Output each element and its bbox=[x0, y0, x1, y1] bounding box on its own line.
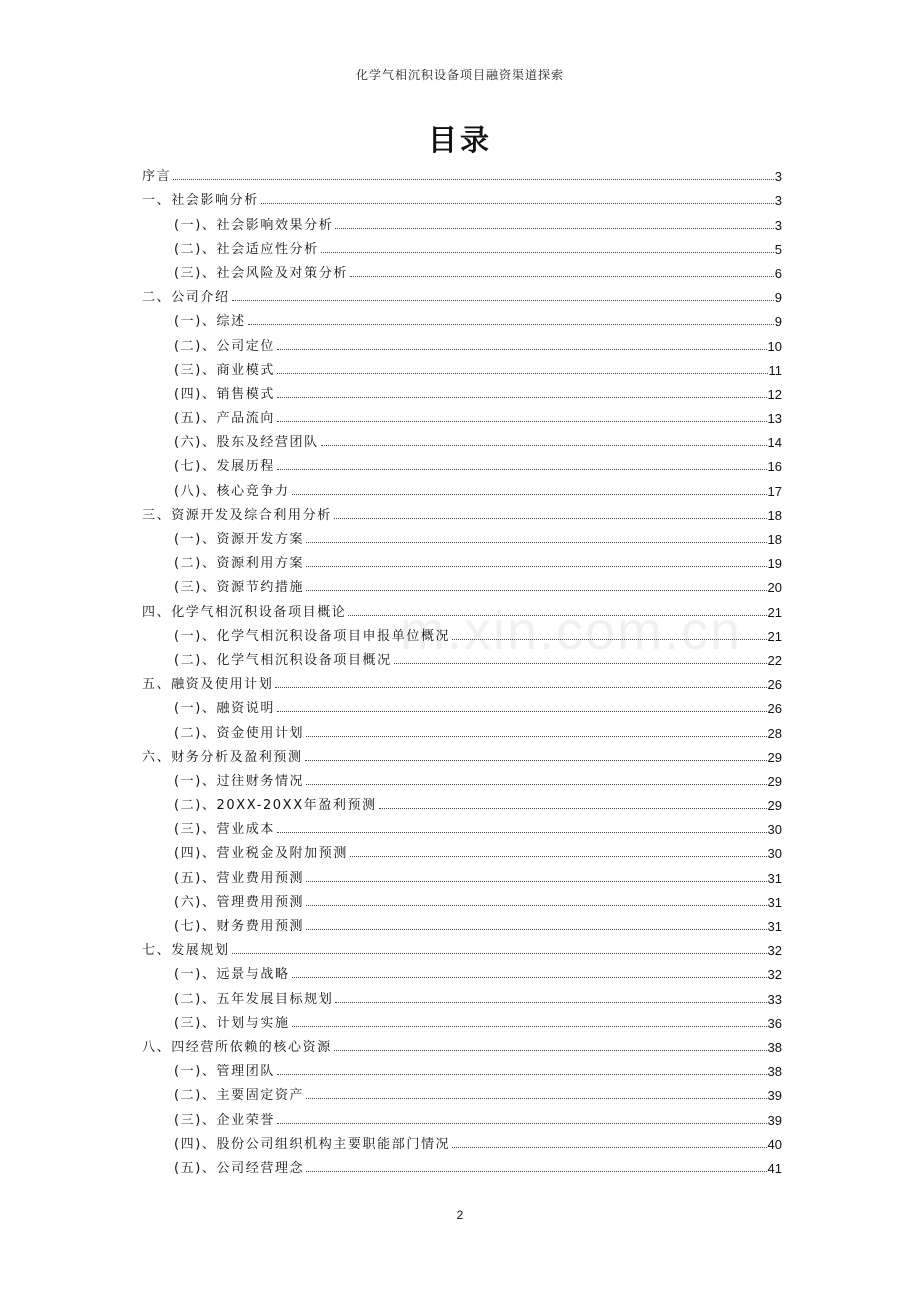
toc-entry[interactable] bbox=[142, 281, 782, 305]
toc-entry-page: 32 bbox=[767, 967, 782, 983]
toc-dot-leader bbox=[306, 541, 766, 543]
toc-entry-title: (五)、营业费用预测 bbox=[174, 870, 305, 886]
toc-entry-page: 31 bbox=[767, 870, 782, 886]
toc-entry-page: 38 bbox=[767, 1039, 782, 1055]
toc-dot-leader bbox=[394, 662, 767, 664]
toc-entry-title: (二)、20XX-20XX年盈利预测 bbox=[174, 798, 377, 814]
toc-dot-leader bbox=[335, 227, 773, 229]
toc-entry-title: (二)、社会适应性分析 bbox=[174, 241, 319, 257]
toc-entry[interactable] bbox=[142, 523, 782, 547]
toc-entry-title: 四、化学气相沉积设备项目概论 bbox=[142, 604, 347, 620]
toc-entry-page: 3 bbox=[774, 217, 782, 233]
toc-dot-leader bbox=[334, 1049, 767, 1051]
toc-entry-page: 20 bbox=[767, 580, 782, 596]
toc-dot-leader bbox=[306, 880, 766, 882]
toc-entry-title: (二)、主要固定资产 bbox=[174, 1088, 305, 1104]
toc-entry-page: 33 bbox=[767, 991, 782, 1007]
toc-entry-title: (七)、财务费用预测 bbox=[174, 919, 305, 934]
toc-dot-leader bbox=[348, 614, 766, 616]
toc-entry-page: 31 bbox=[767, 894, 782, 910]
toc-dot-leader bbox=[292, 976, 767, 978]
toc-entry-page: 32 bbox=[767, 943, 782, 959]
toc-entry-page: 3 bbox=[774, 193, 782, 209]
toc-entry-page: 30 bbox=[767, 822, 782, 838]
toc-entry-title: (一)、资源开发方案 bbox=[174, 532, 305, 547]
toc-entry-page: 28 bbox=[767, 725, 782, 741]
toc-entry-title: 三、资源开发及综合利用分析 bbox=[142, 507, 332, 523]
toc-entry[interactable] bbox=[142, 886, 782, 910]
toc-dot-leader bbox=[305, 759, 767, 761]
toc-dot-leader bbox=[350, 855, 767, 857]
toc-dot-leader bbox=[292, 1025, 767, 1027]
toc-entry-page: 3 bbox=[774, 169, 782, 185]
toc-entry[interactable] bbox=[142, 426, 782, 450]
toc-entry[interactable] bbox=[142, 1055, 782, 1079]
toc-dot-leader bbox=[292, 493, 767, 495]
toc-entry-title: (四)、股份公司组织机构主要职能部门情况 bbox=[174, 1136, 451, 1152]
toc-dot-leader bbox=[306, 565, 766, 567]
toc-dot-leader bbox=[334, 517, 767, 519]
toc-entry[interactable] bbox=[142, 1103, 782, 1127]
toc-entry[interactable] bbox=[142, 595, 782, 619]
toc-entry[interactable] bbox=[142, 571, 782, 595]
toc-entry-page: 10 bbox=[767, 338, 782, 354]
toc-dot-leader bbox=[350, 275, 774, 277]
toc-dot-leader bbox=[248, 323, 774, 325]
toc-entry-title: (一)、化学气相沉积设备项目申报单位概况 bbox=[174, 628, 451, 644]
toc-entry-title: (五)、公司经营理念 bbox=[174, 1160, 305, 1176]
toc-entry-title: (二)、五年发展目标规划 bbox=[174, 991, 334, 1007]
toc-dot-leader bbox=[277, 396, 767, 398]
toc-entry-title: (二)、公司定位 bbox=[174, 338, 275, 354]
toc-entry[interactable] bbox=[142, 958, 782, 982]
toc-entry-page: 17 bbox=[767, 483, 782, 499]
toc-entry-title: (二)、化学气相沉积设备项目概况 bbox=[174, 652, 392, 668]
toc-entry-title: 五、融资及使用计划 bbox=[142, 677, 274, 693]
toc-dot-leader bbox=[379, 807, 767, 809]
toc-entry[interactable] bbox=[142, 499, 782, 523]
toc-dot-leader bbox=[277, 1073, 767, 1075]
toc-entry-page: 12 bbox=[767, 386, 782, 402]
toc-entry[interactable] bbox=[142, 1031, 782, 1055]
toc-entry[interactable] bbox=[142, 208, 782, 232]
toc-entry[interactable] bbox=[142, 233, 782, 257]
toc-entry[interactable] bbox=[142, 257, 782, 281]
toc-entry-page: 22 bbox=[767, 652, 782, 668]
toc-entry-title: (二)、资金使用计划 bbox=[174, 725, 305, 741]
toc-entry-title: (三)、计划与实施 bbox=[174, 1015, 290, 1031]
toc-entry-title: (一)、融资说明 bbox=[174, 701, 275, 717]
toc-entry[interactable] bbox=[142, 620, 782, 644]
toc-dot-leader bbox=[306, 904, 766, 906]
toc-entry[interactable] bbox=[142, 1128, 782, 1152]
toc-entry[interactable] bbox=[142, 354, 782, 378]
toc-entry[interactable] bbox=[142, 474, 782, 498]
toc-entry-title: (三)、企业荣誉 bbox=[174, 1112, 275, 1128]
toc-entry-title: (二)、资源利用方案 bbox=[174, 556, 305, 572]
toc-entry-page: 31 bbox=[767, 919, 782, 934]
toc-entry-title: 二、公司介绍 bbox=[142, 290, 230, 306]
toc-entry[interactable] bbox=[142, 1007, 782, 1031]
toc-entry[interactable] bbox=[142, 910, 782, 934]
toc-dot-leader bbox=[173, 178, 774, 180]
toc-dot-leader bbox=[277, 1122, 767, 1124]
toc-entry[interactable] bbox=[142, 644, 782, 668]
toc-dot-leader bbox=[277, 468, 767, 470]
toc-dot-leader bbox=[232, 299, 774, 301]
toc-entry-page: 14 bbox=[767, 435, 782, 451]
toc-entry-title: (一)、综述 bbox=[174, 314, 246, 330]
toc-dot-leader bbox=[335, 1001, 766, 1003]
toc-entry[interactable] bbox=[142, 184, 782, 208]
toc-dot-leader bbox=[261, 202, 774, 204]
toc-entry-page: 21 bbox=[767, 628, 782, 644]
toc-dot-leader bbox=[277, 710, 767, 712]
toc-entry-title: (六)、股东及经营团队 bbox=[174, 435, 319, 451]
toc-entry-title: (五)、产品流向 bbox=[174, 411, 275, 427]
toc-entry[interactable] bbox=[142, 692, 782, 716]
toc-dot-leader bbox=[321, 444, 767, 446]
toc-entry-title: (一)、远景与战略 bbox=[174, 967, 290, 983]
toc-entry-page: 38 bbox=[767, 1064, 782, 1080]
table-of-contents bbox=[142, 160, 782, 1176]
toc-entry-page: 39 bbox=[767, 1112, 782, 1128]
toc-dot-leader bbox=[306, 928, 766, 930]
toc-entry-title: (六)、管理费用预测 bbox=[174, 894, 305, 910]
toc-dot-leader bbox=[306, 735, 766, 737]
toc-entry-page: 29 bbox=[767, 749, 782, 765]
toc-dot-leader bbox=[277, 348, 767, 350]
toc-entry[interactable] bbox=[142, 160, 782, 184]
toc-entry-page: 6 bbox=[774, 265, 782, 281]
toc-entry-title: 七、发展规划 bbox=[142, 943, 230, 959]
toc-entry-page: 30 bbox=[767, 846, 782, 862]
toc-dot-leader bbox=[306, 589, 766, 591]
toc-entry-page: 13 bbox=[767, 411, 782, 427]
toc-entry-title: (三)、社会风险及对策分析 bbox=[174, 265, 348, 281]
page-number: 2 bbox=[456, 1208, 464, 1222]
toc-entry[interactable] bbox=[142, 378, 782, 402]
toc-entry[interactable] bbox=[142, 789, 782, 813]
toc-entry[interactable] bbox=[142, 329, 782, 353]
toc-entry-title: (三)、商业模式 bbox=[174, 362, 275, 378]
toc-entry-title: 六、财务分析及盈利预测 bbox=[142, 749, 303, 765]
toc-entry-page: 21 bbox=[767, 604, 782, 620]
toc-dot-leader bbox=[277, 831, 767, 833]
toc-entry[interactable] bbox=[142, 668, 782, 692]
toc-entry[interactable] bbox=[142, 837, 782, 861]
toc-entry[interactable] bbox=[142, 982, 782, 1006]
watermark: m.xin.com.cn bbox=[400, 601, 743, 661]
toc-entry-page: 11 bbox=[768, 362, 782, 378]
toc-entry-title: (八)、核心竞争力 bbox=[174, 483, 290, 499]
toc-dot-leader bbox=[306, 783, 766, 785]
toc-entry-title: (一)、管理团队 bbox=[174, 1064, 275, 1080]
toc-entry-page: 36 bbox=[767, 1015, 782, 1031]
toc-entry[interactable] bbox=[142, 813, 782, 837]
toc-entry-page: 19 bbox=[767, 556, 782, 572]
toc-entry-page: 26 bbox=[767, 677, 782, 693]
toc-entry[interactable] bbox=[142, 716, 782, 740]
toc-entry-title: 序言 bbox=[142, 169, 172, 185]
toc-entry-page: 29 bbox=[767, 773, 782, 789]
toc-entry-page: 9 bbox=[774, 290, 782, 306]
toc-dot-leader bbox=[452, 638, 766, 640]
toc-entry-page: 9 bbox=[774, 314, 782, 330]
toc-entry[interactable] bbox=[142, 402, 782, 426]
toc-dot-leader bbox=[452, 1146, 766, 1148]
toc-entry-page: 29 bbox=[767, 798, 782, 814]
toc-entry-page: 18 bbox=[767, 507, 782, 523]
toc-entry[interactable] bbox=[142, 861, 782, 885]
toc-entry[interactable] bbox=[142, 741, 782, 765]
toc-dot-leader bbox=[306, 1170, 766, 1172]
running-header: 化学气相沉积设备项目融资渠道探索 bbox=[355, 68, 564, 82]
toc-dot-leader bbox=[321, 251, 774, 253]
toc-dot-leader bbox=[277, 372, 768, 374]
toc-dot-leader bbox=[306, 1097, 766, 1099]
toc-entry-page: 5 bbox=[774, 241, 782, 257]
toc-entry-page: 40 bbox=[767, 1136, 782, 1152]
toc-entry[interactable] bbox=[142, 305, 782, 329]
toc-entry-page: 41 bbox=[767, 1160, 782, 1176]
toc-entry-page: 39 bbox=[767, 1088, 782, 1104]
toc-entry-title: 一、社会影响分析 bbox=[142, 193, 259, 209]
page-title: 目录 bbox=[427, 123, 492, 157]
toc-entry[interactable] bbox=[142, 547, 782, 571]
toc-dot-leader bbox=[275, 686, 766, 688]
toc-dot-leader bbox=[232, 952, 767, 954]
toc-entry[interactable] bbox=[142, 1079, 782, 1103]
toc-dot-leader bbox=[277, 420, 767, 422]
toc-entry[interactable] bbox=[142, 934, 782, 958]
toc-entry-page: 16 bbox=[767, 459, 782, 475]
toc-entry[interactable] bbox=[142, 765, 782, 789]
toc-entry[interactable] bbox=[142, 450, 782, 474]
toc-entry-title: (一)、社会影响效果分析 bbox=[174, 217, 334, 233]
toc-entry-title: (七)、发展历程 bbox=[174, 459, 275, 475]
toc-entry-page: 26 bbox=[767, 701, 782, 717]
toc-entry[interactable] bbox=[142, 1152, 782, 1176]
toc-entry-page: 18 bbox=[767, 532, 782, 547]
toc-entry-title: 八、四经营所依赖的核心资源 bbox=[142, 1039, 332, 1055]
toc-entry-title: (四)、销售模式 bbox=[174, 386, 275, 402]
toc-entry-title: (四)、营业税金及附加预测 bbox=[174, 846, 348, 862]
toc-entry-title: (三)、营业成本 bbox=[174, 822, 275, 838]
toc-entry-title: (一)、过往财务情况 bbox=[174, 773, 305, 789]
toc-entry-title: (三)、资源节约措施 bbox=[174, 580, 305, 596]
